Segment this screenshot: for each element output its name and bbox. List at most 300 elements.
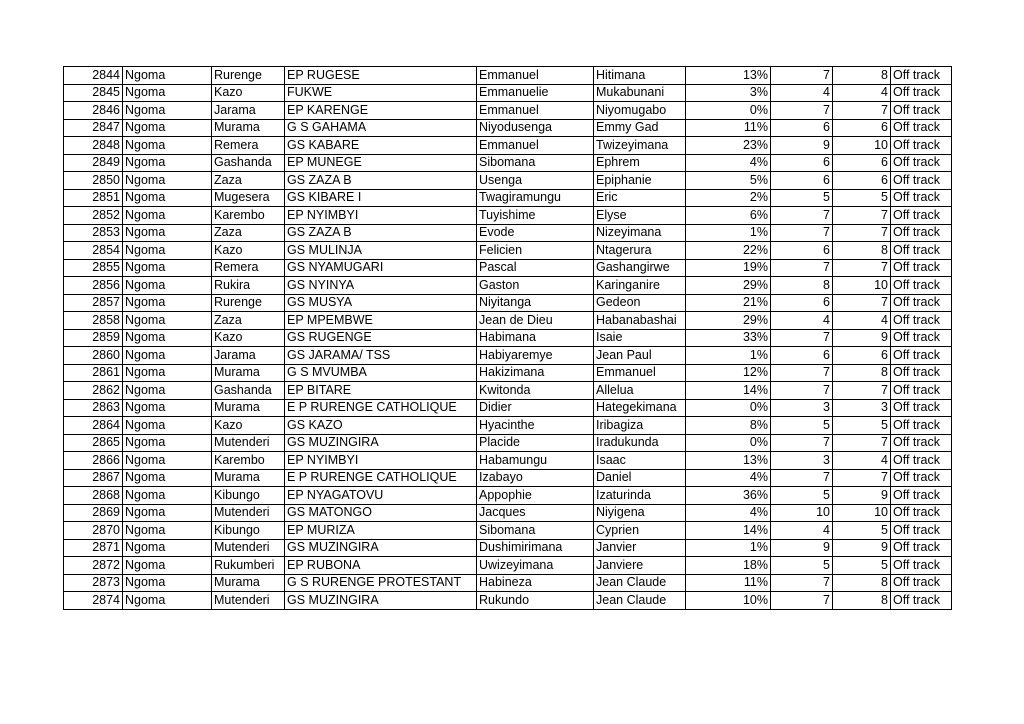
percent-cell: 29%: [686, 277, 771, 295]
row-number: 2861: [64, 364, 123, 382]
first-name-cell: Sibomana: [477, 522, 594, 540]
score-a-cell: 10: [771, 504, 833, 522]
first-name-cell: Habiyaremye: [477, 347, 594, 365]
first-name-cell: Emmanuel: [477, 67, 594, 85]
first-name-cell: Habimana: [477, 329, 594, 347]
table-row: [64, 592, 952, 610]
table-row: [64, 172, 952, 190]
table-row: [64, 154, 952, 172]
sector-cell: Kibungo: [212, 487, 285, 505]
district-cell: Ngoma: [123, 207, 212, 225]
score-a-cell: 6: [771, 294, 833, 312]
table-row: [64, 382, 952, 400]
row-number: 2858: [64, 312, 123, 330]
last-name-cell: Ephrem: [594, 154, 686, 172]
last-name-cell: Elyse: [594, 207, 686, 225]
school-cell: EP MURIZA: [285, 522, 477, 540]
score-b-cell: 10: [833, 137, 891, 155]
score-a-cell: 6: [771, 154, 833, 172]
row-number: 2851: [64, 189, 123, 207]
table-row: [64, 417, 952, 435]
row-number: 2845: [64, 84, 123, 102]
score-b-cell: 7: [833, 259, 891, 277]
score-a-cell: 7: [771, 259, 833, 277]
score-b-cell: 10: [833, 504, 891, 522]
percent-cell: 6%: [686, 207, 771, 225]
status-cell: Off track: [891, 224, 952, 242]
school-cell: E P RURENGE CATHOLIQUE: [285, 399, 477, 417]
score-a-cell: 6: [771, 119, 833, 137]
first-name-cell: Niyitanga: [477, 294, 594, 312]
school-cell: GS MATONGO: [285, 504, 477, 522]
table-row: [64, 434, 952, 452]
last-name-cell: Mukabunani: [594, 84, 686, 102]
score-b-cell: 4: [833, 452, 891, 470]
first-name-cell: Didier: [477, 399, 594, 417]
school-cell: GS JARAMA/ TSS: [285, 347, 477, 365]
table-row: [64, 242, 952, 260]
score-a-cell: 8: [771, 277, 833, 295]
sector-cell: Remera: [212, 137, 285, 155]
status-cell: Off track: [891, 469, 952, 487]
district-cell: Ngoma: [123, 84, 212, 102]
school-cell: EP MPEMBWE: [285, 312, 477, 330]
percent-cell: 13%: [686, 452, 771, 470]
school-cell: GS MULINJA: [285, 242, 477, 260]
first-name-cell: Jacques: [477, 504, 594, 522]
last-name-cell: Isaie: [594, 329, 686, 347]
status-cell: Off track: [891, 434, 952, 452]
table-row: [64, 347, 952, 365]
score-b-cell: 9: [833, 539, 891, 557]
school-cell: GS ZAZA B: [285, 172, 477, 190]
school-cell: G S GAHAMA: [285, 119, 477, 137]
sector-cell: Remera: [212, 259, 285, 277]
sector-cell: Zaza: [212, 312, 285, 330]
sector-cell: Murama: [212, 574, 285, 592]
first-name-cell: Sibomana: [477, 154, 594, 172]
last-name-cell: Janvier: [594, 539, 686, 557]
status-cell: Off track: [891, 259, 952, 277]
score-a-cell: 5: [771, 417, 833, 435]
last-name-cell: Gashangirwe: [594, 259, 686, 277]
table-row: [64, 539, 952, 557]
table-row: [64, 312, 952, 330]
sector-cell: Mutenderi: [212, 434, 285, 452]
score-a-cell: 7: [771, 207, 833, 225]
last-name-cell: Twizeyimana: [594, 137, 686, 155]
row-number: 2873: [64, 574, 123, 592]
status-cell: Off track: [891, 329, 952, 347]
score-b-cell: 8: [833, 592, 891, 610]
row-number: 2869: [64, 504, 123, 522]
first-name-cell: Izabayo: [477, 469, 594, 487]
district-cell: Ngoma: [123, 434, 212, 452]
sector-cell: Murama: [212, 119, 285, 137]
score-b-cell: 4: [833, 312, 891, 330]
sector-cell: Kibungo: [212, 522, 285, 540]
score-a-cell: 5: [771, 189, 833, 207]
first-name-cell: Niyodusenga: [477, 119, 594, 137]
table-row: [64, 504, 952, 522]
row-number: 2846: [64, 102, 123, 120]
sector-cell: Mutenderi: [212, 504, 285, 522]
table-row: [64, 207, 952, 225]
sector-cell: Rurenge: [212, 294, 285, 312]
school-cell: EP NYIMBYI: [285, 452, 477, 470]
score-a-cell: 7: [771, 329, 833, 347]
first-name-cell: Kwitonda: [477, 382, 594, 400]
table-row: [64, 469, 952, 487]
last-name-cell: Janviere: [594, 557, 686, 575]
score-a-cell: 7: [771, 469, 833, 487]
table-row: [64, 399, 952, 417]
sector-cell: Karembo: [212, 452, 285, 470]
row-number: 2871: [64, 539, 123, 557]
sector-cell: Karembo: [212, 207, 285, 225]
first-name-cell: Uwizeyimana: [477, 557, 594, 575]
score-b-cell: 9: [833, 487, 891, 505]
last-name-cell: Hategekimana: [594, 399, 686, 417]
school-cell: GS KABARE: [285, 137, 477, 155]
district-cell: Ngoma: [123, 417, 212, 435]
school-cell: GS KIBARE I: [285, 189, 477, 207]
score-a-cell: 7: [771, 224, 833, 242]
score-b-cell: 8: [833, 67, 891, 85]
table-row: [64, 137, 952, 155]
table-row: [64, 189, 952, 207]
status-cell: Off track: [891, 242, 952, 260]
score-b-cell: 7: [833, 207, 891, 225]
first-name-cell: Emmanuelie: [477, 84, 594, 102]
row-number: 2863: [64, 399, 123, 417]
table-row: [64, 557, 952, 575]
row-number: 2860: [64, 347, 123, 365]
percent-cell: 12%: [686, 364, 771, 382]
percent-cell: 36%: [686, 487, 771, 505]
percent-cell: 1%: [686, 224, 771, 242]
first-name-cell: Habamungu: [477, 452, 594, 470]
last-name-cell: Iradukunda: [594, 434, 686, 452]
sector-cell: Rukumberi: [212, 557, 285, 575]
status-cell: Off track: [891, 382, 952, 400]
status-cell: Off track: [891, 102, 952, 120]
percent-cell: 13%: [686, 67, 771, 85]
first-name-cell: Evode: [477, 224, 594, 242]
first-name-cell: Usenga: [477, 172, 594, 190]
percent-cell: 3%: [686, 84, 771, 102]
school-cell: EP KARENGE: [285, 102, 477, 120]
table-row: [64, 277, 952, 295]
status-cell: Off track: [891, 452, 952, 470]
first-name-cell: Jean de Dieu: [477, 312, 594, 330]
last-name-cell: Hitimana: [594, 67, 686, 85]
school-cell: GS NYAMUGARI: [285, 259, 477, 277]
first-name-cell: Emmanuel: [477, 102, 594, 120]
school-cell: EP NYIMBYI: [285, 207, 477, 225]
first-name-cell: Habineza: [477, 574, 594, 592]
status-cell: Off track: [891, 154, 952, 172]
last-name-cell: Jean Paul: [594, 347, 686, 365]
status-cell: Off track: [891, 137, 952, 155]
percent-cell: 11%: [686, 574, 771, 592]
first-name-cell: Twagiramungu: [477, 189, 594, 207]
district-cell: Ngoma: [123, 347, 212, 365]
last-name-cell: Gedeon: [594, 294, 686, 312]
school-cell: EP RUGESE: [285, 67, 477, 85]
score-a-cell: 5: [771, 557, 833, 575]
first-name-cell: Hakizimana: [477, 364, 594, 382]
score-b-cell: 7: [833, 224, 891, 242]
last-name-cell: Niyomugabo: [594, 102, 686, 120]
table-row: [64, 329, 952, 347]
score-a-cell: 5: [771, 487, 833, 505]
score-a-cell: 3: [771, 452, 833, 470]
sector-cell: Kazo: [212, 242, 285, 260]
score-b-cell: 8: [833, 242, 891, 260]
status-cell: Off track: [891, 207, 952, 225]
last-name-cell: Habanabashai: [594, 312, 686, 330]
table-row: [64, 224, 952, 242]
row-number: 2852: [64, 207, 123, 225]
table-row: [64, 119, 952, 137]
row-number: 2853: [64, 224, 123, 242]
percent-cell: 23%: [686, 137, 771, 155]
school-cell: GS KAZO: [285, 417, 477, 435]
first-name-cell: Felicien: [477, 242, 594, 260]
status-cell: Off track: [891, 172, 952, 190]
table-row: [64, 67, 952, 85]
sector-cell: Jarama: [212, 102, 285, 120]
row-number: 2865: [64, 434, 123, 452]
school-cell: GS MUZINGIRA: [285, 539, 477, 557]
row-number: 2862: [64, 382, 123, 400]
district-cell: Ngoma: [123, 277, 212, 295]
district-cell: Ngoma: [123, 364, 212, 382]
district-cell: Ngoma: [123, 312, 212, 330]
score-a-cell: 4: [771, 522, 833, 540]
score-a-cell: 3: [771, 399, 833, 417]
school-cell: EP NYAGATOVU: [285, 487, 477, 505]
percent-cell: 4%: [686, 154, 771, 172]
percent-cell: 14%: [686, 382, 771, 400]
district-cell: Ngoma: [123, 329, 212, 347]
first-name-cell: Appophie: [477, 487, 594, 505]
table-body: [64, 67, 952, 610]
district-cell: Ngoma: [123, 574, 212, 592]
score-a-cell: 7: [771, 592, 833, 610]
row-number: 2849: [64, 154, 123, 172]
district-cell: Ngoma: [123, 539, 212, 557]
district-cell: Ngoma: [123, 102, 212, 120]
sector-cell: Murama: [212, 364, 285, 382]
first-name-cell: Tuyishime: [477, 207, 594, 225]
score-b-cell: 4: [833, 84, 891, 102]
school-cell: EP MUNEGE: [285, 154, 477, 172]
sector-cell: Jarama: [212, 347, 285, 365]
score-b-cell: 5: [833, 189, 891, 207]
row-number: 2868: [64, 487, 123, 505]
sector-cell: Kazo: [212, 84, 285, 102]
district-cell: Ngoma: [123, 382, 212, 400]
percent-cell: 29%: [686, 312, 771, 330]
district-cell: Ngoma: [123, 452, 212, 470]
score-a-cell: 7: [771, 434, 833, 452]
records-table: [63, 66, 952, 610]
school-cell: GS NYINYA: [285, 277, 477, 295]
row-number: 2857: [64, 294, 123, 312]
score-b-cell: 5: [833, 557, 891, 575]
table-row: [64, 294, 952, 312]
percent-cell: 18%: [686, 557, 771, 575]
row-number: 2854: [64, 242, 123, 260]
percent-cell: 1%: [686, 347, 771, 365]
score-b-cell: 6: [833, 119, 891, 137]
table-row: [64, 102, 952, 120]
status-cell: Off track: [891, 417, 952, 435]
status-cell: Off track: [891, 539, 952, 557]
percent-cell: 11%: [686, 119, 771, 137]
percent-cell: 14%: [686, 522, 771, 540]
last-name-cell: Epiphanie: [594, 172, 686, 190]
last-name-cell: Eric: [594, 189, 686, 207]
table-row: [64, 452, 952, 470]
first-name-cell: Dushimirimana: [477, 539, 594, 557]
sector-cell: Kazo: [212, 329, 285, 347]
status-cell: Off track: [891, 312, 952, 330]
table-row: [64, 574, 952, 592]
district-cell: Ngoma: [123, 469, 212, 487]
school-cell: GS MUZINGIRA: [285, 592, 477, 610]
school-cell: G S RURENGE PROTESTANT: [285, 574, 477, 592]
school-cell: GS RUGENGE: [285, 329, 477, 347]
score-b-cell: 6: [833, 172, 891, 190]
row-number: 2864: [64, 417, 123, 435]
score-a-cell: 9: [771, 137, 833, 155]
score-b-cell: 3: [833, 399, 891, 417]
score-a-cell: 6: [771, 242, 833, 260]
sector-cell: Zaza: [212, 172, 285, 190]
last-name-cell: Niyigena: [594, 504, 686, 522]
school-cell: G S MVUMBA: [285, 364, 477, 382]
percent-cell: 8%: [686, 417, 771, 435]
status-cell: Off track: [891, 189, 952, 207]
percent-cell: 5%: [686, 172, 771, 190]
district-cell: Ngoma: [123, 522, 212, 540]
last-name-cell: Emmy Gad: [594, 119, 686, 137]
district-cell: Ngoma: [123, 119, 212, 137]
status-cell: Off track: [891, 294, 952, 312]
table-row: [64, 84, 952, 102]
sector-cell: Rukira: [212, 277, 285, 295]
sector-cell: Mugesera: [212, 189, 285, 207]
district-cell: Ngoma: [123, 137, 212, 155]
status-cell: Off track: [891, 364, 952, 382]
score-b-cell: 7: [833, 434, 891, 452]
school-cell: FUKWE: [285, 84, 477, 102]
table-row: [64, 522, 952, 540]
score-a-cell: 6: [771, 172, 833, 190]
score-a-cell: 7: [771, 382, 833, 400]
sector-cell: Kazo: [212, 417, 285, 435]
first-name-cell: Placide: [477, 434, 594, 452]
row-number: 2866: [64, 452, 123, 470]
last-name-cell: Nizeyimana: [594, 224, 686, 242]
percent-cell: 4%: [686, 504, 771, 522]
district-cell: Ngoma: [123, 242, 212, 260]
district-cell: Ngoma: [123, 154, 212, 172]
school-cell: EP RUBONA: [285, 557, 477, 575]
sector-cell: Murama: [212, 399, 285, 417]
sector-cell: Mutenderi: [212, 539, 285, 557]
district-cell: Ngoma: [123, 504, 212, 522]
district-cell: Ngoma: [123, 592, 212, 610]
score-b-cell: 8: [833, 574, 891, 592]
last-name-cell: Emmanuel: [594, 364, 686, 382]
first-name-cell: Rukundo: [477, 592, 594, 610]
last-name-cell: Cyprien: [594, 522, 686, 540]
score-b-cell: 5: [833, 417, 891, 435]
district-cell: Ngoma: [123, 224, 212, 242]
row-number: 2859: [64, 329, 123, 347]
score-b-cell: 7: [833, 382, 891, 400]
row-number: 2844: [64, 67, 123, 85]
score-b-cell: 7: [833, 102, 891, 120]
last-name-cell: Jean Claude: [594, 574, 686, 592]
district-cell: Ngoma: [123, 67, 212, 85]
percent-cell: 1%: [686, 539, 771, 557]
score-b-cell: 9: [833, 329, 891, 347]
first-name-cell: Emmanuel: [477, 137, 594, 155]
status-cell: Off track: [891, 119, 952, 137]
last-name-cell: Isaac: [594, 452, 686, 470]
school-cell: GS ZAZA B: [285, 224, 477, 242]
sector-cell: Mutenderi: [212, 592, 285, 610]
percent-cell: 0%: [686, 102, 771, 120]
status-cell: Off track: [891, 557, 952, 575]
score-b-cell: 8: [833, 364, 891, 382]
row-number: 2850: [64, 172, 123, 190]
sector-cell: Murama: [212, 469, 285, 487]
district-cell: Ngoma: [123, 189, 212, 207]
last-name-cell: Jean Claude: [594, 592, 686, 610]
percent-cell: 21%: [686, 294, 771, 312]
row-number: 2870: [64, 522, 123, 540]
school-cell: E P RURENGE CATHOLIQUE: [285, 469, 477, 487]
status-cell: Off track: [891, 67, 952, 85]
score-a-cell: 7: [771, 364, 833, 382]
score-a-cell: 7: [771, 102, 833, 120]
last-name-cell: Iribagiza: [594, 417, 686, 435]
row-number: 2856: [64, 277, 123, 295]
percent-cell: 33%: [686, 329, 771, 347]
first-name-cell: Pascal: [477, 259, 594, 277]
status-cell: Off track: [891, 277, 952, 295]
score-b-cell: 6: [833, 347, 891, 365]
status-cell: Off track: [891, 487, 952, 505]
row-number: 2867: [64, 469, 123, 487]
percent-cell: 10%: [686, 592, 771, 610]
status-cell: Off track: [891, 592, 952, 610]
percent-cell: 22%: [686, 242, 771, 260]
score-a-cell: 4: [771, 312, 833, 330]
sector-cell: Gashanda: [212, 154, 285, 172]
score-a-cell: 4: [771, 84, 833, 102]
sector-cell: Rurenge: [212, 67, 285, 85]
row-number: 2847: [64, 119, 123, 137]
district-cell: Ngoma: [123, 557, 212, 575]
last-name-cell: Izaturinda: [594, 487, 686, 505]
